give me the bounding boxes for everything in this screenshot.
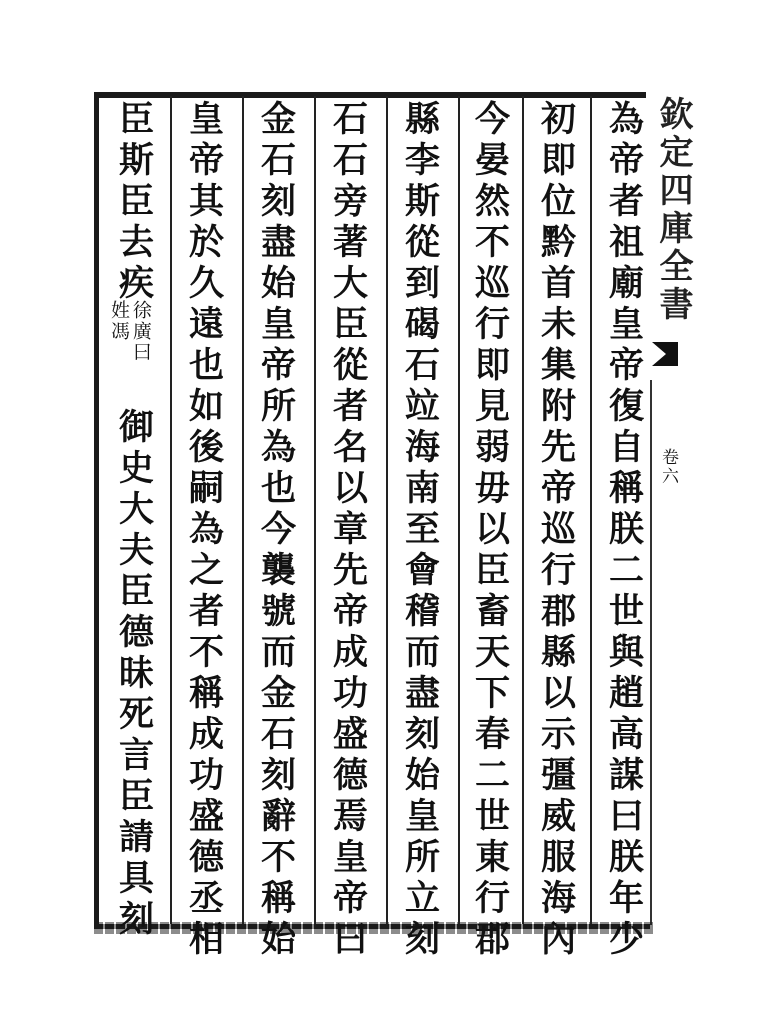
column-rule bbox=[314, 96, 316, 924]
frame-top-border bbox=[94, 92, 646, 98]
column-rule bbox=[590, 96, 592, 924]
margin-book-title: 欽定四庫全書 bbox=[653, 96, 693, 324]
annotation-line: 徐廣曰 bbox=[129, 300, 152, 363]
column-text: 初即位黔首未集附先帝巡行郡縣以示彊威服海內 bbox=[535, 100, 577, 961]
text-column-6 bbox=[246, 100, 306, 961]
column-text: 為帝者祖廟皇帝復自稱朕二世與趙高謀曰朕年少 bbox=[603, 100, 645, 961]
column-rule bbox=[170, 96, 172, 924]
text-column-5 bbox=[318, 100, 378, 961]
text-column-8 bbox=[104, 100, 164, 305]
column-rule bbox=[522, 96, 524, 924]
column-text: 皇帝其於久遠也如後嗣為之者不稱成功盛德丞相 bbox=[183, 100, 225, 961]
column-text: 石石旁著大臣從者名以章先帝成功盛德焉皇帝曰 bbox=[327, 100, 369, 961]
text-column-3 bbox=[460, 100, 520, 961]
text-column-7 bbox=[174, 100, 234, 961]
column-text: 御史大夫臣德昧死言臣請具刻 bbox=[113, 408, 155, 941]
text-column-2 bbox=[526, 100, 586, 961]
interlinear-annotation bbox=[108, 300, 150, 363]
column-text: 金石刻盡始皇帝所為也今襲號而金石刻辭不稱始 bbox=[255, 100, 297, 961]
text-column-4 bbox=[390, 100, 450, 961]
column-text: 臣斯臣去疾 bbox=[113, 100, 155, 305]
annotation-line: 姓馮 bbox=[107, 300, 130, 342]
text-column-8-tail bbox=[104, 408, 164, 941]
column-text: 縣李斯從到碣石竝海南至會稽而盡刻始皇所立刻 bbox=[399, 100, 441, 961]
column-rule bbox=[386, 96, 388, 924]
column-text: 今晏然不巡行即見弱毋以臣畜天下春二世東行郡 bbox=[469, 100, 511, 961]
frame-left-border bbox=[94, 92, 99, 929]
column-rule bbox=[242, 96, 244, 924]
text-column-1 bbox=[594, 100, 654, 961]
margin-volume-label: 卷六 bbox=[658, 448, 678, 486]
fish-tail-mark-icon bbox=[650, 340, 680, 368]
